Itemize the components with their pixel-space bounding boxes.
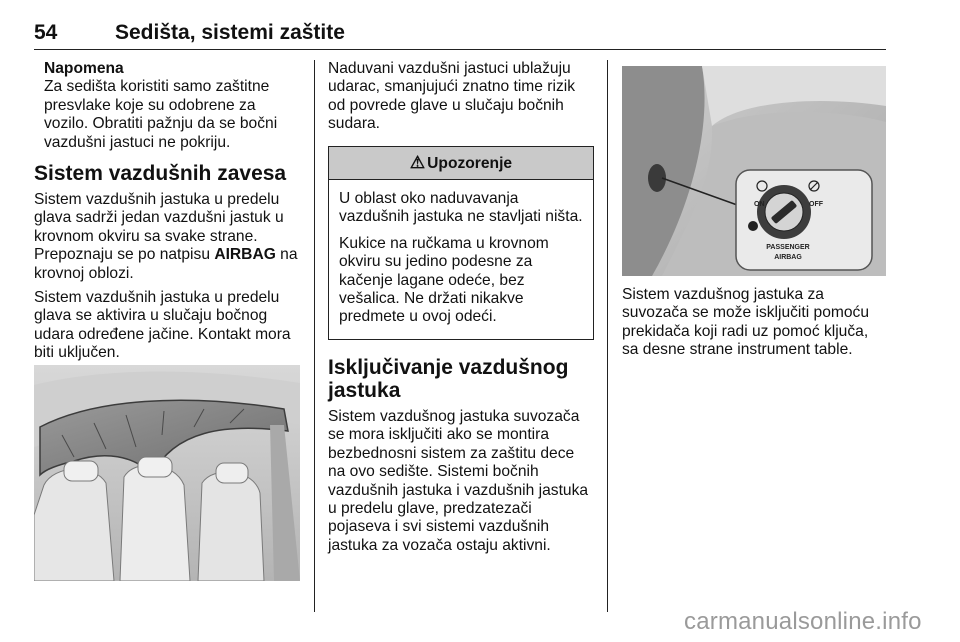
para-text: Sistem vazdušnih jastuka u predelu glava sadrži jedan vazdušni jastuk u krovnom okviru sa svake strane. Prepoznaju se po natpisu (34, 191, 284, 264)
note-heading: Napomena (44, 60, 124, 77)
watermark: carmanualsonline.info (684, 608, 922, 635)
section-heading-curtain: Sistem vazdušnih zavesa (34, 162, 287, 186)
key-icon (748, 221, 758, 231)
page-number: 54 (34, 21, 58, 44)
warning-header (329, 147, 593, 180)
car-interior-drawing (34, 365, 300, 581)
deactivation-paragraph: Sistem vazdušnog jastuka suvozača se mora isključiti ako se montira bezbednosni sistem za zaštitu dece na ovo sedište. Sistemi bočnih vazdušnih jastuka i vazdušnih jastuka u predelu glave, predzatezači pojaseva i svi sistemi vazdušnih jastuka za vozača ostaju aktivni. (328, 407, 589, 554)
switch-label-on: ON (754, 201, 765, 208)
switch-caption: Sistem vazdušnog jastuka za suvozača se može isključiti pomoću prekidača koji radi uz pomoć ključa, sa desne strane instrument table. (622, 286, 870, 359)
airbag-switch-illustration (622, 66, 886, 276)
curtain-paragraph-2: Sistem vazdušnih jastuka u predelu glava se aktivira u slučaju bočnog udara određene jačine. Kontakt mora biti uključen. (34, 289, 291, 362)
header-rule (34, 49, 886, 50)
warning-title: Upozorenje (427, 154, 513, 172)
airbag-keyword: AIRBAG (214, 246, 276, 264)
warning-body (329, 180, 593, 339)
switch-label-off: OFF (809, 201, 823, 208)
section-heading-deactivation: Isključivanje vazdušnog jastuka (328, 355, 569, 402)
column-divider-1 (314, 60, 315, 612)
page-title: Sedišta, sistemi zaštite (115, 21, 345, 44)
note-box (34, 60, 302, 152)
column-3 (622, 286, 888, 366)
column-2 (328, 60, 594, 561)
warning-paragraph-2: Kukice na ručkama u krovnom okviru su jedino podesne za kačenje lagane odeće, bez vešalica. Ne držati nikakve predmete u ovoj odeći. (339, 234, 549, 326)
curtain-airbag-illustration (34, 365, 300, 581)
warning-triangle-icon: ⚠ (409, 152, 426, 172)
switch-label-airbag: AIRBAG (774, 254, 802, 261)
warning-paragraph-1: U oblast oko naduvavanja vazdušnih jastuka ne stavljati ništa. (339, 190, 583, 226)
column-divider-2 (607, 60, 608, 612)
switch-drawing (622, 66, 886, 276)
curtain-paragraph-1 (34, 191, 302, 283)
para-text: na krovnoj oblozi. (34, 246, 298, 282)
column-1 (34, 60, 302, 369)
intro-paragraph: Naduvani vazdušni jastuci ublažuju udarac, smanjujući znatno time rizik od povrede glave u slučaju bočnih sudara. (328, 60, 576, 133)
warning-box (328, 146, 594, 340)
note-text: Za sedišta koristiti samo zaštitne presvlake koje su odobrene za vozilo. Obratiti pažnju da se bočni vazdušni jastuci ne pokriju. (44, 78, 278, 151)
switch-label-passenger: PASSENGER (766, 244, 810, 251)
